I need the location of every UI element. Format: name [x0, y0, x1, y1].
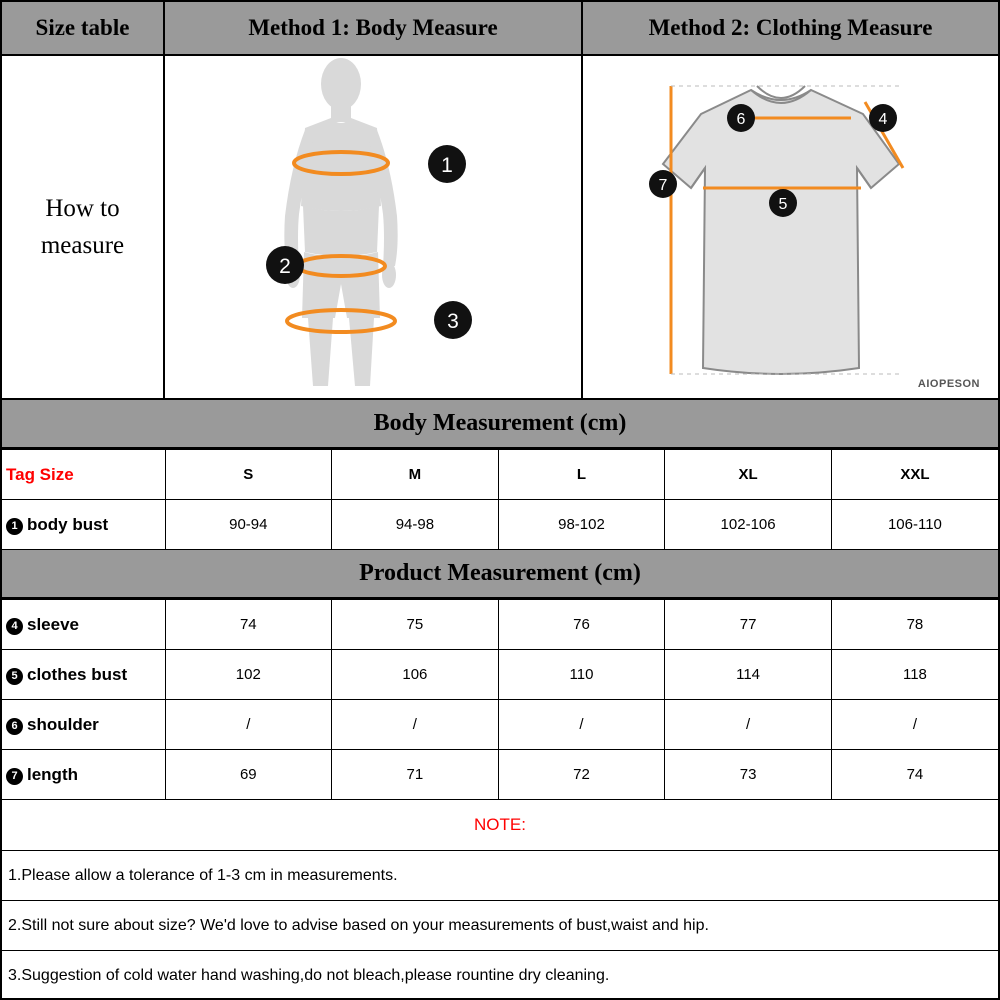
table-row	[2, 650, 998, 700]
note-item-2: 2.Still not sure about size? We'd love to advise based on your measurements of bust,waist and hip.	[2, 901, 998, 951]
table-header-row	[2, 2, 998, 56]
column-header-tag-size: Tag Size	[2, 450, 165, 500]
table-header-row-body	[2, 450, 998, 500]
how-to-measure-line1: How to	[45, 194, 120, 222]
cell-length-xxl: 74	[831, 750, 998, 800]
header-method-2: Method 2: Clothing Measure	[583, 2, 998, 54]
body-measure-diagram	[165, 56, 583, 398]
cell-shoulder-m: /	[332, 700, 499, 750]
cell-sleeve-xxl: 78	[831, 600, 998, 650]
body-figure-svg	[165, 56, 583, 396]
cell-length-xl: 73	[665, 750, 832, 800]
svg-text:3: 3	[447, 310, 459, 333]
column-header-l: L	[498, 450, 665, 500]
cell-clothes-bust-l: 110	[498, 650, 665, 700]
brand-watermark: AIOPESON	[917, 378, 980, 390]
svg-text:6: 6	[736, 111, 746, 128]
note-title: NOTE:	[2, 800, 998, 851]
note-item-3: 3.Suggestion of cold water hand washing,do not bleach,please rountine dry cleaning.	[8, 967, 610, 984]
table-row	[2, 600, 998, 650]
product-measurement-title: Product Measurement (cm)	[2, 550, 998, 599]
how-to-measure-cell	[2, 56, 165, 398]
body-measurement-title: Body Measurement (cm)	[2, 400, 998, 449]
tshirt-figure-svg	[583, 56, 998, 396]
cell-body-bust-m: 94-98	[332, 500, 499, 550]
row-label-shoulder: 6 shoulder	[2, 700, 165, 750]
svg-text:5: 5	[778, 196, 788, 213]
header-method-1: Method 1: Body Measure	[165, 2, 583, 54]
column-header-s: S	[165, 450, 332, 500]
table-row	[2, 500, 998, 550]
svg-text:2: 2	[279, 255, 291, 278]
row-label-clothes-bust: 5 clothes bust	[2, 650, 165, 700]
cell-length-m: 71	[332, 750, 499, 800]
cell-sleeve-m: 75	[332, 600, 499, 650]
cell-clothes-bust-xl: 114	[665, 650, 832, 700]
cell-length-l: 72	[498, 750, 665, 800]
cell-clothes-bust-m: 106	[332, 650, 499, 700]
cell-body-bust-l: 98-102	[498, 500, 665, 550]
clothing-measure-diagram	[583, 56, 998, 398]
cell-body-bust-xl: 102-106	[665, 500, 832, 550]
note-item-1: 1.Please allow a tolerance of 1-3 cm in measurements.	[2, 851, 998, 901]
column-header-xl: XL	[665, 450, 832, 500]
row-label-sleeve: 4 sleeve	[2, 600, 165, 650]
table-row	[2, 700, 998, 750]
cell-shoulder-l: /	[498, 700, 665, 750]
body-measurement-table	[2, 449, 998, 550]
cell-shoulder-s: /	[165, 700, 332, 750]
cell-body-bust-s: 90-94	[165, 500, 332, 550]
cell-sleeve-l: 76	[498, 600, 665, 650]
badge-4-icon: 4	[6, 618, 23, 635]
cell-clothes-bust-xxl: 118	[831, 650, 998, 700]
svg-text:7: 7	[658, 177, 668, 194]
svg-text:1: 1	[441, 154, 453, 177]
product-measurement-table	[2, 599, 998, 800]
cell-sleeve-xl: 77	[665, 600, 832, 650]
badge-5-icon: 5	[6, 668, 23, 685]
how-to-measure-line2: measure	[40, 232, 125, 259]
row-label-body-bust: 1 body bust	[2, 500, 165, 550]
column-header-m: M	[332, 450, 499, 500]
header-size-table: Size table	[2, 2, 165, 54]
cell-body-bust-xxl: 106-110	[831, 500, 998, 550]
badge-6-icon: 6	[6, 718, 23, 735]
badge-7-icon: 7	[6, 768, 23, 785]
cell-length-s: 69	[165, 750, 332, 800]
illustration-row	[2, 56, 998, 400]
cell-shoulder-xxl: /	[831, 700, 998, 750]
cell-shoulder-xl: /	[665, 700, 832, 750]
svg-text:4: 4	[878, 111, 888, 128]
cell-clothes-bust-s: 102	[165, 650, 332, 700]
cell-sleeve-s: 74	[165, 600, 332, 650]
badge-1-icon: 1	[6, 518, 23, 535]
row-label-length: 7 length	[2, 750, 165, 800]
column-header-xxl: XXL	[831, 450, 998, 500]
table-row	[2, 750, 998, 800]
